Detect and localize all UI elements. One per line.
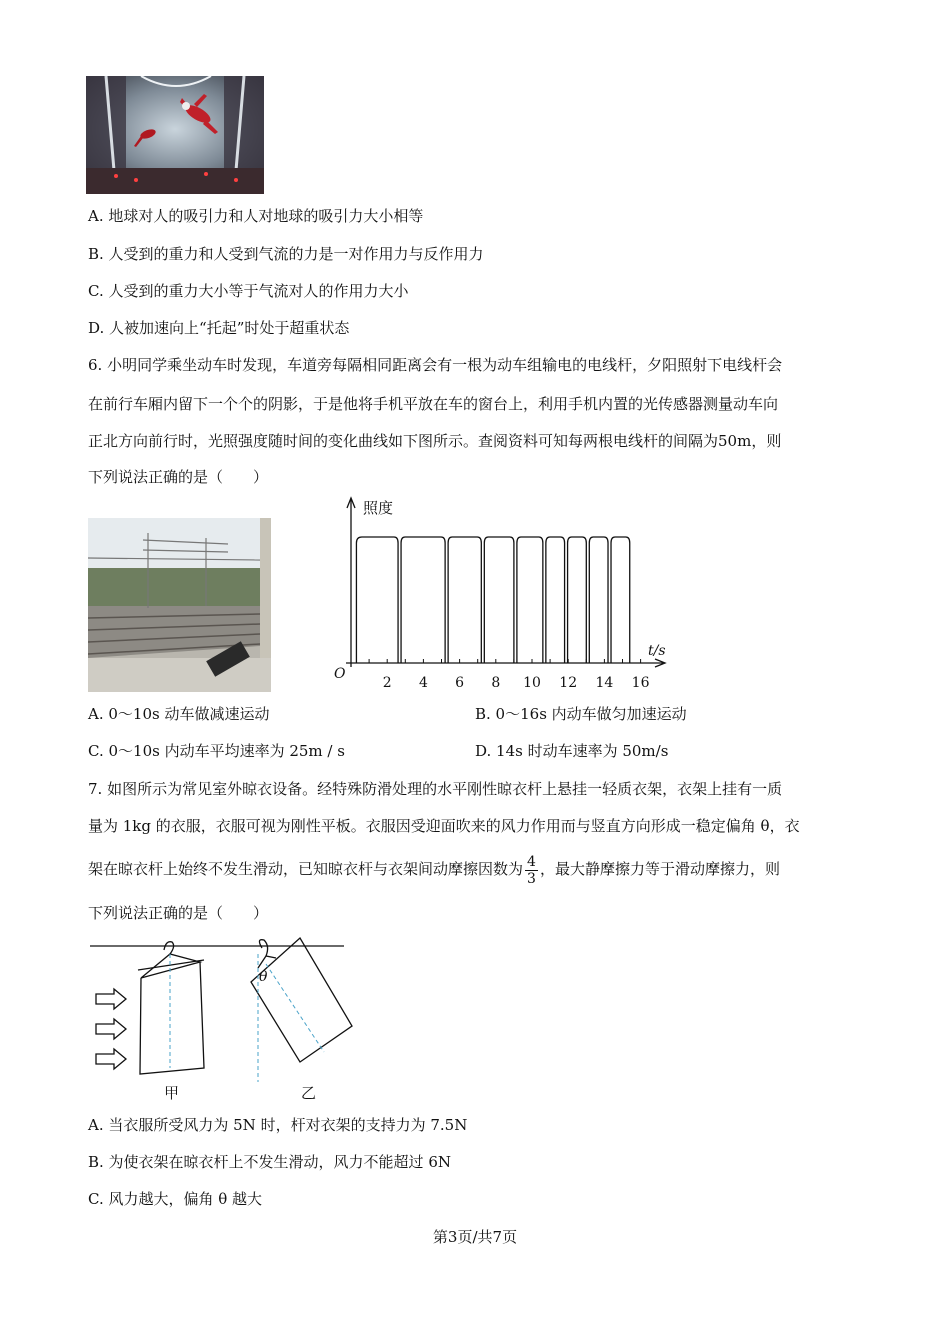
- q6-option-b: B. 0～16s 内动车做匀加速运动: [475, 705, 687, 723]
- q5-option-b: B. 人受到的重力和人受到气流的力是一对作用力与反作用力: [88, 245, 484, 263]
- q5-option-c: C. 人受到的重力大小等于气流对人的作用力大小: [88, 282, 409, 300]
- figure-label-right: 乙: [301, 1084, 317, 1102]
- hanger-hook-left: [164, 942, 174, 954]
- q7-stem-line-3-pre: 架在晾衣杆上始终不发生滑动，已知晾衣杆与衣架间动摩擦因数为: [88, 860, 524, 878]
- fraction-denominator: 3: [527, 870, 536, 887]
- fraction-numerator: 4: [527, 853, 536, 870]
- graph-x-tick-label: 8: [491, 675, 501, 691]
- q7-stem-line-3-post: ，最大静摩擦力等于滑动摩擦力，则: [539, 860, 780, 878]
- graph-x-tick-label: 2: [382, 675, 392, 691]
- graph-x-tick-label: 6: [455, 675, 465, 691]
- q7-stem-line-2: 量为 1kg 的衣服，衣服可视为刚性平板。衣服因受迎面吹来的风力作用而与竖直方向形成一稳定偏角 θ，衣: [88, 817, 800, 835]
- q7-option-c: C. 风力越大，偏角 θ 越大: [88, 1190, 263, 1208]
- q7-option-b: B. 为使衣架在晾衣杆上不发生滑动，风力不能超过 6N: [88, 1153, 451, 1171]
- wind-arrow-icon: [96, 989, 126, 1009]
- graph-x-tick-label: 10: [523, 675, 541, 691]
- q6-stem-line-2: 在前行车厢内留下一个个的阴影，于是他将手机平放在车的窗台上，利用手机内置的光传感器测量动车向: [88, 395, 779, 413]
- graph-x-tick-label: 14: [595, 675, 614, 691]
- q6-stem-line-1: 6. 小明同学乘坐动车时发现，车道旁每隔相同距离会有一根为动车组输电的电线杆，夕阳照射下电线杆会: [88, 356, 783, 374]
- q6-option-a: A. 0～10s 动车做减速运动: [88, 705, 270, 723]
- q5-option-d: D. 人被加速向上“托起”时处于超重状态: [88, 319, 350, 337]
- q6-stem-line-4: 下列说法正确的是（ ）: [88, 468, 269, 486]
- graph-x-tick-label: 12: [559, 675, 578, 691]
- clothes-hanger-figure: [86, 934, 366, 1104]
- wind-arrow-icon: [96, 1019, 126, 1039]
- graph-x-tick-label: 4: [418, 675, 428, 691]
- q6-option-c: C. 0～10s 内动车平均速率为 25m / s: [88, 742, 345, 760]
- graph-x-tick-label: 16: [631, 675, 650, 691]
- q7-option-a: A. 当衣服所受风力为 5N 时，杆对衣架的支持力为 7.5N: [88, 1116, 468, 1134]
- garment-left: [140, 962, 204, 1074]
- illuminance-curve: [356, 537, 629, 663]
- skydiving-photo: [86, 76, 264, 194]
- q6-option-d: D. 14s 时动车速率为 50m/s: [475, 742, 669, 760]
- wind-arrow-icon: [96, 1049, 126, 1069]
- figure-label-left: 甲: [164, 1084, 180, 1102]
- graph-origin: O: [334, 666, 346, 682]
- q6-stem-line-3: 正北方向前行时，光照强度随时间的变化曲线如下图所示。查阅资料可知每两根电线杆的间隔为50m，则: [88, 432, 782, 450]
- q7-stem-line-3: [88, 852, 780, 887]
- page-number: 第3页/共7页: [432, 1228, 518, 1246]
- graph-x-label: t/s: [648, 643, 666, 659]
- angle-theta-label: θ: [259, 969, 268, 985]
- illuminance-graph: [318, 492, 678, 692]
- hanger-hook-right: [259, 940, 267, 956]
- friction-coefficient-fraction: [525, 854, 538, 887]
- graph-y-label: 照度: [363, 499, 394, 517]
- q5-option-a: A. 地球对人的吸引力和人对地球的吸引力大小相等: [88, 207, 424, 225]
- q7-stem-line-4: 下列说法正确的是（ ）: [88, 904, 269, 922]
- train-window-photo: [88, 518, 271, 692]
- q7-stem-line-1: 7. 如图所示为常见室外晾衣设备。经特殊防滑处理的水平刚性晾衣杆上悬挂一轻质衣架，衣架上挂有一质: [88, 780, 783, 798]
